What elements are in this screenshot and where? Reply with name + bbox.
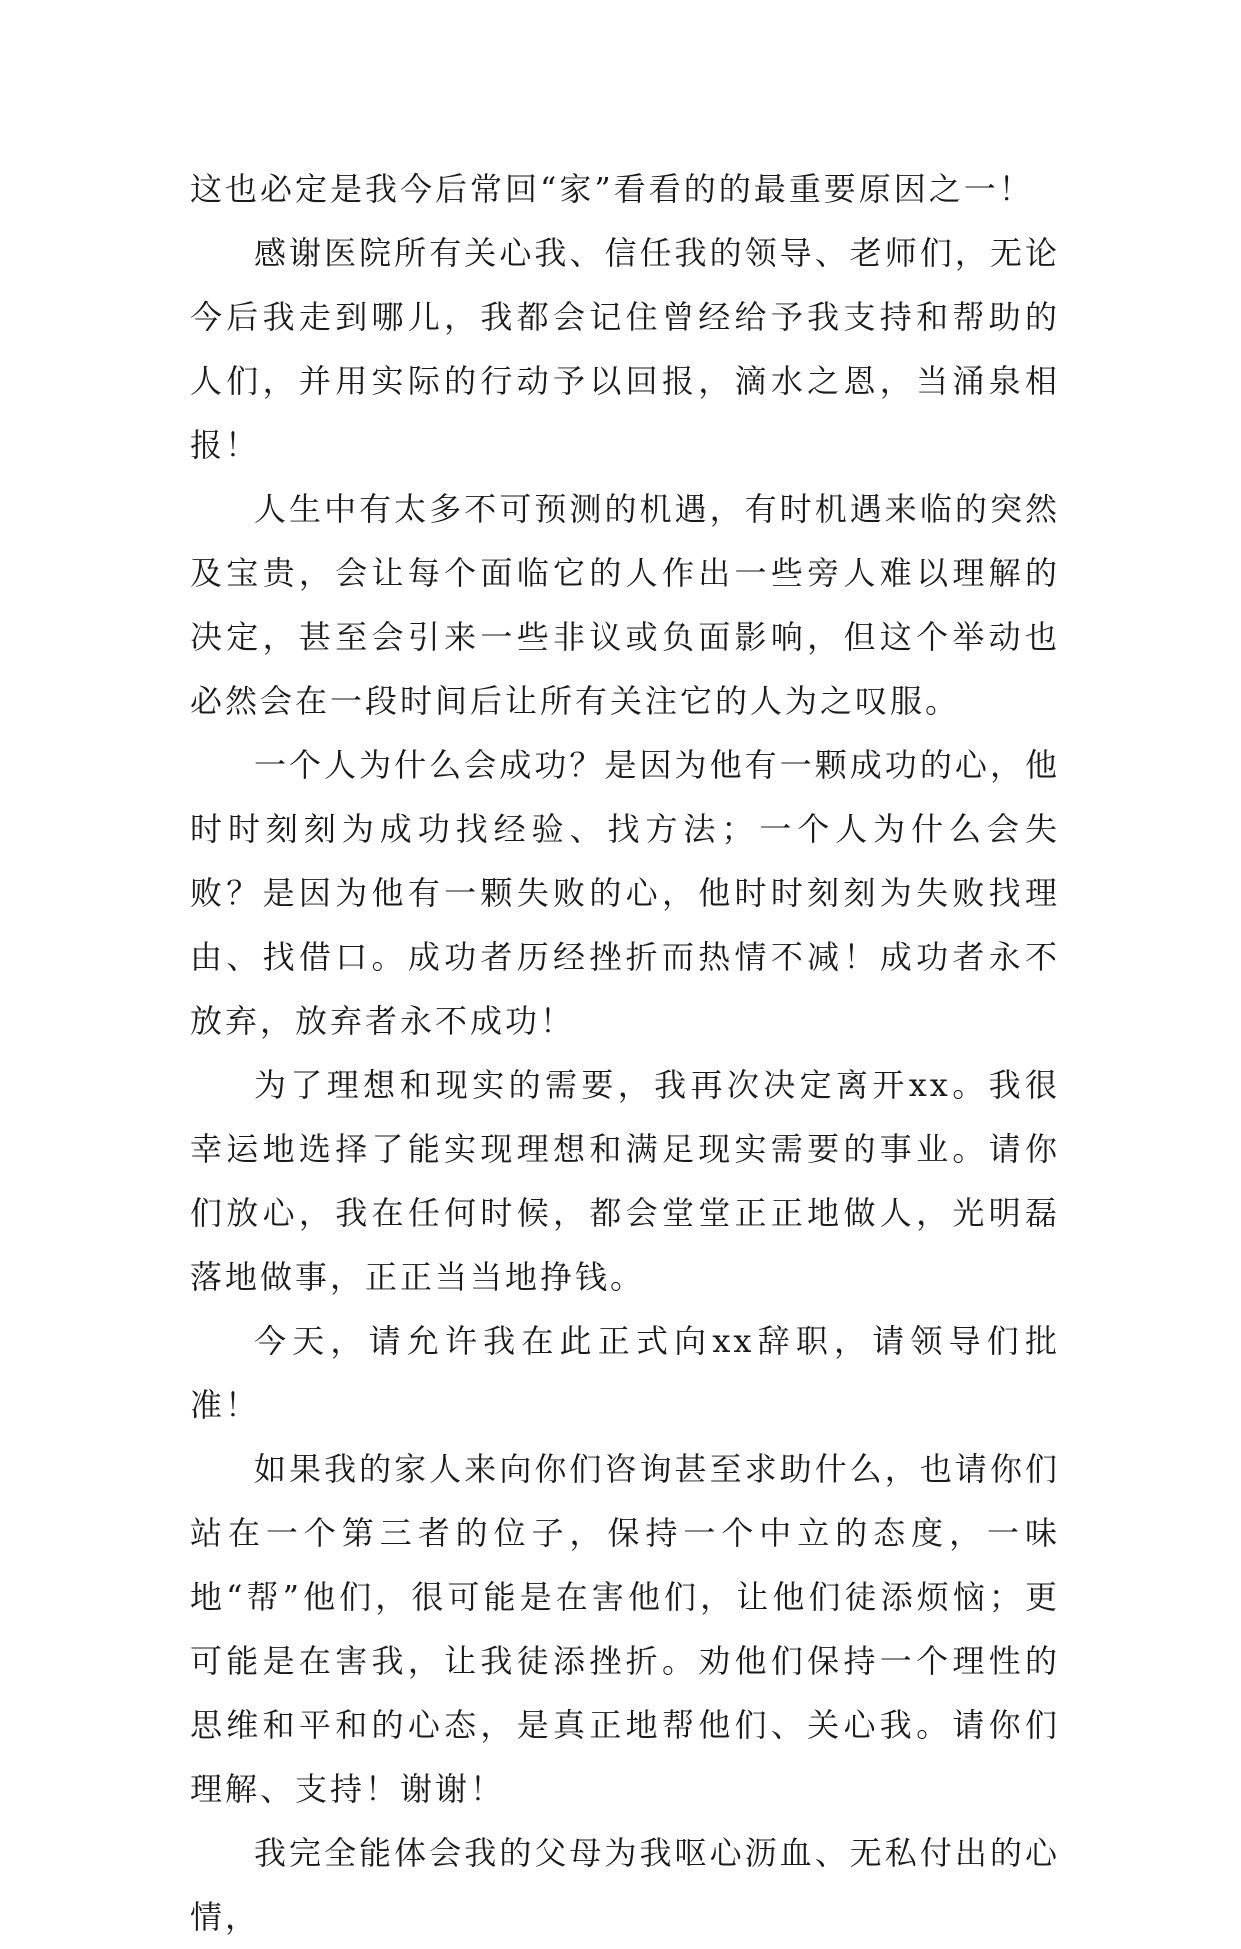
paragraph-1: 这也必定是我今后常回“家”看看的的最重要原因之一！ [190,170,1034,208]
paragraph-7: 如果我的家人来向你们咨询甚至求助什么，也请你们站在一个第三者的位子，保持一个中立的态度，一味地“帮”他们，很可能是在害他们，让他们徒添烦恼；更可能是在害我，让我徒添挫折。劝他们保持一个理性的思维和平和的心态，是真正地帮他们、关心我。请你们理解、支持！谢谢！ [190,1450,1060,1808]
paragraph-3: 人生中有太多不可预测的机遇，有时机遇来临的突然及宝贵，会让每个面临它的人作出一些旁人难以理解的决定，甚至会引来一些非议或负面影响，但这个举动也必然会在一段时间后让所有关注它的人为之叹服。 [190,490,1060,720]
paragraph-8: 我完全能体会我的父母为我呕心沥血、无私付出的心情， [190,1834,1060,1936]
paragraph-4: 一个人为什么会成功？是因为他有一颗成功的心，他时时刻刻为成功找经验、找方法；一个人为什么会失败？是因为他有一颗失败的心，他时时刻刻为失败找理由、找借口。成功者历经挫折而热情不减！成功者永不放弃，放弃者永不成功！ [190,746,1060,1040]
document-body [190,157,1060,1949]
paragraph-2: 感谢医院所有关心我、信任我的领导、老师们，无论今后我走到哪儿，我都会记住曾经给予我支持和帮助的人们，并用实际的行动予以回报，滴水之恩，当涌泉相报！ [190,234,1060,464]
paragraph-6: 今天，请允许我在此正式向xx辞职，请领导们批准！ [190,1322,1060,1424]
paragraph-5: 为了理想和现实的需要，我再次决定离开xx。我很幸运地选择了能实现理想和满足现实需要的事业。请你们放心，我在任何时候，都会堂堂正正地做人，光明磊落地做事，正正当当地挣钱。 [190,1066,1060,1296]
